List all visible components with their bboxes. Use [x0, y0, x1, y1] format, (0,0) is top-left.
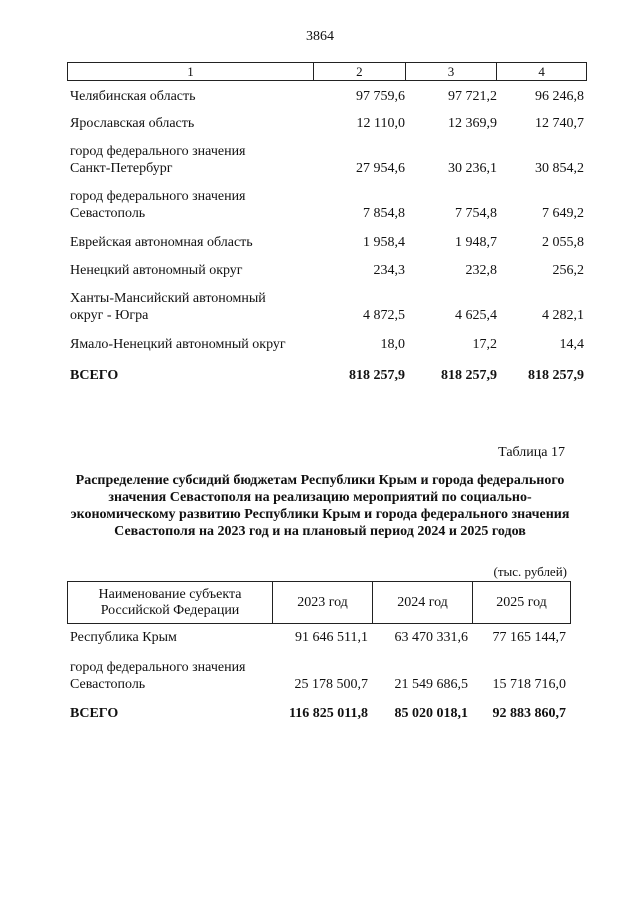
cell-value: 85 020 018,1: [394, 706, 468, 721]
cell-value: 2 055,8: [542, 235, 584, 250]
table1-col-1: 1: [187, 64, 194, 79]
cell-value: 12 740,7: [535, 116, 584, 131]
table17-header: [67, 581, 571, 624]
row-label: Еврейская автономная область: [70, 235, 253, 250]
cell-value: 1 958,4: [363, 235, 405, 250]
cell-value: 7 649,2: [542, 206, 584, 221]
header-subject: Наименование субъекта Российской Федерации: [98, 586, 242, 618]
row-label: Челябинская область: [70, 89, 196, 104]
cell-value: 4 625,4: [455, 308, 497, 323]
cell-value: 18,0: [380, 337, 405, 352]
header-2023: 2023 год: [272, 582, 372, 623]
header-2025: 2025 год: [472, 582, 570, 623]
cell-value: 818 257,9: [441, 368, 497, 383]
row-label: Ярославская область: [70, 116, 195, 131]
cell-value: 232,8: [465, 263, 497, 278]
cell-value: 7 854,8: [363, 206, 405, 221]
page-number: 3864: [306, 29, 334, 44]
cell-value: 256,2: [552, 263, 584, 278]
row-label: город федерального значения Севастополь: [70, 189, 246, 221]
table-title: Распределение субсидий бюджетам Республики Крым и города федерального значения Севастополя на реализацию мероприятий по социально-экономическому развитию Республики Крым и города федерального значения Севастополя на 2023 год и на плановый период 2024 и 2025 годов: [70, 473, 570, 539]
row-label: Ненецкий автономный округ: [70, 263, 243, 278]
cell-value: 91 646 511,1: [295, 630, 368, 645]
cell-value: 818 257,9: [349, 368, 405, 383]
table-caption: Таблица 17: [498, 445, 565, 460]
row-label: Ямало-Ненецкий автономный округ: [70, 337, 286, 352]
table1-col-3: 3: [405, 63, 497, 80]
cell-value: 30 854,2: [535, 161, 584, 176]
cell-value: 97 721,2: [448, 89, 497, 104]
cell-value: 4 872,5: [363, 308, 405, 323]
row-label: ВСЕГО: [70, 368, 119, 383]
cell-value: 77 165 144,7: [492, 630, 566, 645]
cell-value: 7 754,8: [455, 206, 497, 221]
row-label: Республика Крым: [70, 630, 177, 645]
table1-header: [67, 62, 587, 81]
cell-value: 25 178 500,7: [294, 677, 368, 692]
header-2024: 2024 год: [372, 582, 472, 623]
table1-col-2: 2: [313, 63, 405, 80]
cell-value: 12 110,0: [356, 116, 405, 131]
cell-value: 97 759,6: [356, 89, 405, 104]
unit-label: (тыс. рублей): [493, 564, 567, 579]
row-label: Ханты-Мансийский автономный округ - Югра: [70, 291, 266, 323]
row-label: ВСЕГО: [70, 706, 119, 721]
cell-value: 1 948,7: [455, 235, 497, 250]
cell-value: 21 549 686,5: [394, 677, 468, 692]
cell-value: 4 282,1: [542, 308, 584, 323]
cell-value: 234,3: [373, 263, 405, 278]
cell-value: 63 470 331,6: [394, 630, 468, 645]
cell-value: 116 825 011,8: [289, 706, 368, 721]
row-label: город федерального значения Санкт-Петербург: [70, 144, 246, 176]
cell-value: 96 246,8: [535, 89, 584, 104]
cell-value: 12 369,9: [448, 116, 497, 131]
cell-value: 17,2: [472, 337, 497, 352]
row-label: город федерального значения Севастополь: [70, 660, 246, 692]
cell-value: 15 718 716,0: [492, 677, 566, 692]
table1-col-4: 4: [496, 63, 586, 80]
cell-value: 92 883 860,7: [492, 706, 566, 721]
cell-value: 27 954,6: [356, 161, 405, 176]
cell-value: 30 236,1: [448, 161, 497, 176]
cell-value: 14,4: [559, 337, 584, 352]
cell-value: 818 257,9: [528, 368, 584, 383]
